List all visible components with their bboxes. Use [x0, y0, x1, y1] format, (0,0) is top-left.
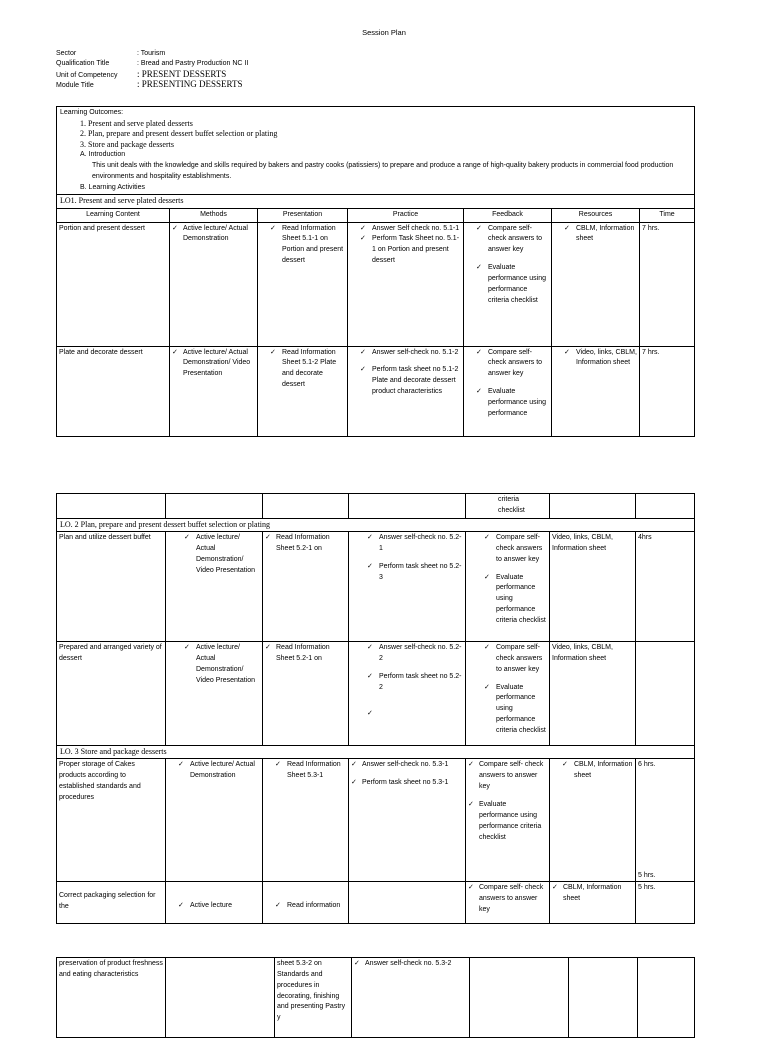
feedback-text: Compare self- check answers to answer key — [479, 884, 544, 914]
feedback-cell: criteria checklist — [466, 494, 550, 519]
feedback-text: Evaluate performance using performance criteria checklist — [496, 683, 546, 734]
presentation-text: Read Information Sheet 5.2-1 on — [276, 644, 330, 662]
learning-outcomes-row — [57, 107, 695, 195]
session-meta — [56, 49, 248, 87]
learning-content-cell: Plate and decorate dessert — [57, 346, 170, 436]
practice-text: Answer self-check no. 5.1-2 — [372, 348, 459, 356]
learning-content-cell: Plan and utilize dessert buffet — [57, 532, 166, 642]
meta-value: : PRESENT DESSERTS — [137, 69, 227, 79]
meta-qualification — [56, 59, 248, 69]
check-icon: ✓ — [476, 224, 482, 232]
check-icon: ✓ — [562, 761, 568, 769]
methods-cell — [166, 532, 263, 642]
lo2-heading: LO. 2 Plan, prepare and present dessert buffet selection or plating — [57, 518, 695, 531]
feedback-text: Evaluate performance using performance — [488, 388, 546, 417]
methods-text: Active lecture/ Actual Demonstration — [190, 761, 255, 780]
feedback-text: Compare self-check answers to answer key — [488, 224, 543, 254]
practice-text: Answer self-check no. 5.2-2 — [379, 644, 462, 662]
check-icon: ✓ — [270, 224, 276, 232]
check-icon: ✓ — [552, 884, 558, 892]
methods-text: Active lecture — [190, 902, 233, 910]
check-icon: ✓ — [484, 644, 490, 652]
check-icon: ✓ — [275, 902, 281, 910]
time-value: 5 hrs. — [638, 871, 656, 879]
feedback-text: Evaluate performance using performance criteria checklist — [496, 573, 546, 624]
resources-text: CBLM, Information sheet — [563, 884, 622, 903]
empty-cell — [57, 494, 166, 519]
table-row-continued — [57, 494, 695, 519]
table-row-continued — [57, 958, 695, 1038]
learning-outcomes-cell — [57, 107, 695, 195]
check-icon: ✓ — [367, 562, 373, 570]
presentation-text: Read Information Sheet 5.3-1 — [287, 761, 341, 780]
session-table-part-2 — [56, 493, 695, 924]
check-icon: ✓ — [360, 366, 366, 374]
lo3-row — [57, 746, 695, 759]
resources-cell — [552, 222, 640, 346]
presentation-cell — [263, 642, 349, 746]
table-row — [57, 532, 695, 642]
practice-text: Perform Task Sheet no. 5.1-1 on Portion and present dessert — [372, 235, 460, 265]
outcome-item: 2. Plan, prepare and present dessert buffet selection or plating — [80, 129, 278, 139]
presentation-text: Read Information Sheet 5.1-2 Plate and decorate dessert — [282, 348, 337, 389]
practice-text: Perform task sheet no 5.2-2 — [379, 672, 462, 691]
document-title: Session Plan — [362, 28, 406, 37]
feedback-text: Compare self-check answers to answer key — [496, 644, 543, 673]
presentation-cell — [258, 222, 348, 346]
practice-cell — [348, 222, 464, 346]
learning-outcomes-heading: Learning Outcomes: — [60, 109, 124, 116]
learning-activities-heading: B. Learning Activities — [80, 183, 145, 191]
resources-cell — [550, 759, 636, 882]
presentation-text: Read Information Sheet 5.2-1 on — [276, 534, 330, 552]
resources-text: CBLM, Information sheet — [574, 761, 633, 780]
presentation-cell: sheet 5.3-2 on Standards and procedures in decorating, finishing and presenting Pastry y — [275, 958, 352, 1038]
methods-cell — [166, 882, 263, 924]
feedback-cell — [470, 958, 569, 1038]
learning-content-cell: Proper storage of Cakes products according to established standards and procedures — [57, 759, 166, 882]
practice-text: Answer self-check no. 5.2-1 — [379, 534, 462, 552]
methods-cell — [170, 222, 258, 346]
meta-sector — [56, 49, 248, 59]
practice-cell — [349, 532, 466, 642]
check-icon: ✓ — [172, 348, 178, 356]
feedback-text: Compare self- check answers to answer key — [479, 761, 544, 791]
check-icon: ✓ — [484, 683, 490, 691]
time-cell — [636, 759, 695, 882]
check-icon: ✓ — [564, 224, 570, 232]
header-methods: Methods — [170, 208, 258, 222]
check-icon: ✓ — [351, 779, 357, 787]
methods-text: Active lecture/ Actual Demonstration — [183, 224, 248, 243]
empty-cell — [349, 494, 466, 519]
resources-cell — [552, 346, 640, 436]
resources-cell — [550, 882, 636, 924]
methods-text: Active lecture/ Actual Demonstration/ Video Presentation — [183, 348, 251, 378]
check-icon: ✓ — [476, 388, 482, 396]
meta-label: Unit of Competency — [56, 72, 118, 79]
methods-cell — [166, 958, 275, 1038]
check-icon: ✓ — [265, 644, 271, 652]
table-row — [57, 222, 695, 346]
lo3-heading: LO. 3 Store and package desserts — [57, 746, 695, 759]
meta-value: : Tourism — [137, 50, 166, 57]
time-cell: 4hrs — [636, 532, 695, 642]
practice-text: Perform task sheet no 5.3-1 — [362, 779, 449, 787]
check-icon: ✓ — [184, 644, 190, 652]
learning-content-cell: Prepared and arranged variety of dessert — [57, 642, 166, 746]
check-icon: ✓ — [468, 761, 474, 769]
meta-label: Sector — [56, 50, 77, 57]
table-header-row — [57, 208, 695, 222]
table-row — [57, 759, 695, 882]
check-icon: ✓ — [184, 534, 190, 542]
practice-cell — [352, 958, 470, 1038]
practice-cell — [349, 759, 466, 882]
header-time: Time — [640, 208, 695, 222]
check-icon: ✓ — [476, 348, 482, 356]
session-table-part-1 — [56, 106, 695, 437]
presentation-cell — [263, 882, 349, 924]
check-icon: ✓ — [367, 672, 373, 680]
check-icon: ✓ — [360, 348, 366, 356]
feedback-text: Evaluate performance using performance criteria checklist — [479, 801, 542, 841]
empty-cell — [263, 494, 349, 519]
time-value: 6 hrs. — [638, 761, 656, 769]
header-practice: Practice — [348, 208, 464, 222]
practice-text: Answer Self check no. 5.1-1 — [372, 224, 460, 232]
feedback-cell — [464, 222, 552, 346]
practice-text: Perform task sheet no 5.2-3 — [379, 562, 462, 581]
check-icon: ✓ — [275, 761, 281, 769]
practice-cell — [348, 346, 464, 436]
resources-text: CBLM, Information sheet — [576, 224, 635, 243]
time-cell — [638, 958, 695, 1038]
practice-cell — [349, 882, 466, 924]
check-icon: ✓ — [172, 224, 178, 232]
resources-cell: Video, links, CBLM, Information sheet — [550, 532, 636, 642]
time-cell: 7 hrs. — [640, 222, 695, 346]
learning-content-cell — [57, 882, 166, 924]
resources-cell: Video, links, CBLM, Information sheet — [550, 642, 636, 746]
practice-text: Answer self-check no. 5.3-1 — [362, 761, 449, 769]
check-icon: ✓ — [484, 534, 490, 542]
check-icon: ✓ — [265, 534, 271, 542]
presentation-text: Read Information Sheet 5.1-1 on Portion and present dessert — [282, 224, 344, 265]
check-icon: ✓ — [178, 761, 184, 769]
presentation-text: Read information — [287, 902, 341, 910]
time-cell: 5 hrs. — [636, 882, 695, 924]
table-row — [57, 882, 695, 924]
check-icon: ✓ — [468, 801, 474, 808]
learning-content-text: Correct packaging selection for the — [59, 892, 156, 911]
header-learning-content: Learning Content — [57, 208, 170, 222]
practice-cell — [349, 642, 466, 746]
presentation-cell — [258, 346, 348, 436]
meta-value: : PRESENTING DESSERTS — [137, 78, 243, 89]
feedback-cell — [466, 642, 550, 746]
presentation-cell — [263, 759, 349, 882]
session-table-part-3 — [56, 957, 695, 1038]
check-icon: ✓ — [367, 534, 373, 542]
meta-label: Qualification Title — [56, 59, 110, 67]
feedback-cell — [466, 882, 550, 924]
lo2-row — [57, 518, 695, 531]
methods-text: Active lecture/ Actual Demonstration/ Video Presentation — [196, 644, 256, 684]
check-icon: ✓ — [484, 573, 490, 581]
check-icon: ✓ — [468, 884, 474, 892]
learning-content-cell: Portion and present dessert — [57, 222, 170, 346]
feedback-text: Evaluate performance using performance criteria checklist — [488, 264, 546, 304]
methods-cell — [166, 759, 263, 882]
check-icon: ✓ — [367, 644, 373, 652]
resources-text: Video, links, CBLM, Information sheet — [576, 348, 637, 367]
outcome-item: 3. Store and package desserts — [80, 139, 174, 149]
methods-text: Active lecture/ Actual Demonstration/ Video Presentation — [196, 534, 256, 574]
practice-text: Answer self-check no. 5.3-2 — [365, 960, 452, 967]
resources-cell — [569, 958, 638, 1038]
header-feedback: Feedback — [464, 208, 552, 222]
empty-cell — [166, 494, 263, 519]
check-icon: ✓ — [360, 235, 366, 243]
lo1-heading: LO1. Present and serve plated desserts — [57, 195, 695, 208]
check-icon: ✓ — [270, 348, 276, 356]
feedback-cell — [466, 532, 550, 642]
presentation-cell — [263, 532, 349, 642]
time-cell: 7 hrs. — [640, 346, 695, 436]
check-icon: ✓ — [354, 960, 360, 967]
check-icon: ✓ — [564, 348, 570, 356]
table-row — [57, 642, 695, 746]
meta-label: Module Title — [56, 81, 94, 89]
empty-cell — [636, 494, 695, 519]
check-icon: ✓ — [367, 710, 373, 718]
feedback-cell — [466, 759, 550, 882]
feedback-cell — [464, 346, 552, 436]
check-icon: ✓ — [476, 264, 482, 272]
methods-cell — [166, 642, 263, 746]
practice-text: Perform task sheet no 5.1-2 Plate and decorate dessert product characteristics — [372, 366, 459, 396]
feedback-text: Compare self-check answers to answer key — [488, 348, 543, 378]
outcome-item: 1. Present and serve plated desserts — [80, 118, 193, 128]
time-cell — [636, 642, 695, 746]
header-presentation: Presentation — [258, 208, 348, 222]
learning-content-cell: preservation of product freshness and eating characteristics — [57, 958, 166, 1038]
table-row — [57, 346, 695, 436]
check-icon: ✓ — [351, 761, 357, 769]
meta-value: : Bread and Pastry Production NC II — [137, 59, 249, 67]
methods-cell — [170, 346, 258, 436]
introduction-heading: A. Introduction — [80, 151, 126, 159]
introduction-text: This unit deals with the knowledge and skills required by bakers and pastry cooks (patissiers) to prepare and produce a range of high-quality bakery products in commercial food production environments and hospitality establishments. — [92, 161, 674, 180]
check-icon: ✓ — [178, 902, 184, 910]
header-resources: Resources — [552, 208, 640, 222]
meta-module — [56, 78, 248, 88]
lo1-row — [57, 195, 695, 208]
feedback-text: Compare self-check answers to answer key — [496, 534, 543, 563]
check-icon: ✓ — [360, 224, 366, 232]
meta-unit — [56, 68, 248, 78]
empty-cell — [550, 494, 636, 519]
